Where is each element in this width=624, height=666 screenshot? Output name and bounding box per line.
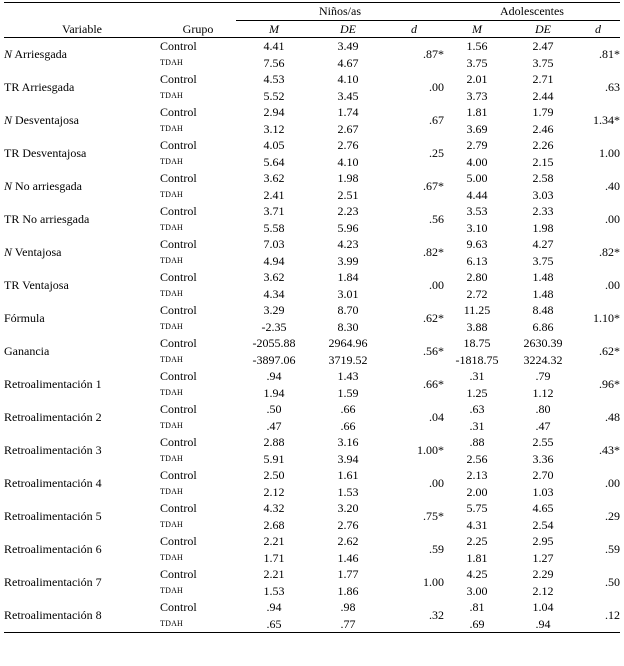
children-d-value: .56	[429, 212, 444, 227]
adolescents-m-tdah: .69	[444, 616, 510, 633]
adolescents-de-tdah: 2.15	[532, 154, 554, 169]
table-body	[4, 38, 620, 633]
adolescents-m-tdah: 6.13	[466, 253, 488, 268]
adolescents-m-control: 2.80	[466, 270, 488, 284]
children-m-tdah: .47	[266, 418, 282, 433]
group-control: Control	[160, 336, 197, 350]
table-row	[4, 467, 620, 484]
adolescents-m-tdah: 2.00	[466, 484, 488, 499]
adolescents-de-control: 2.58	[532, 171, 554, 185]
adolescents-m-tdah: 1.25	[466, 385, 488, 400]
children-d-value: .67	[429, 113, 444, 128]
adolescents-de-tdah: .94	[510, 616, 576, 633]
adolescents-m-control: .88	[469, 435, 485, 449]
children-m-control: 3.71	[263, 204, 285, 218]
children-m-control: 2.88	[263, 435, 285, 449]
adolescents-de-tdah: 2.54	[532, 517, 554, 532]
variable-prefix: N	[4, 113, 13, 128]
group-control: Control	[160, 303, 197, 317]
adolescents-de-tdah: 3.36	[532, 451, 554, 466]
adolescents-d-value: .00	[605, 476, 620, 491]
table-row	[4, 302, 620, 319]
variable-label	[4, 269, 160, 302]
children-de-tdah: 3.94	[337, 451, 359, 466]
children-de-tdah: 3.99	[337, 253, 359, 268]
adolescents-de-control: 2.70	[532, 468, 554, 482]
children-m-tdah: 2.68	[263, 517, 285, 532]
table-row	[4, 203, 620, 220]
children-de-control: 1.61	[337, 468, 359, 482]
adolescents-de-tdah: 1.27	[532, 550, 554, 565]
adolescents-m-control: 11.25	[463, 303, 491, 317]
variable-label	[4, 599, 160, 633]
children-de-tdah: 4.67	[337, 55, 359, 70]
children-m-control: 4.32	[263, 501, 285, 515]
children-de-control: 2.76	[337, 138, 359, 152]
children-m-tdah: 1.53	[263, 583, 285, 598]
variable-label	[4, 500, 160, 533]
adolescents-d-value: .81*	[599, 47, 620, 62]
table-row	[4, 71, 620, 88]
children-d-value: .62*	[423, 311, 444, 326]
table-row	[4, 137, 620, 154]
adolescents-d-value: .29	[605, 509, 620, 524]
variable-label	[4, 566, 160, 599]
children-de-tdah: 5.96	[337, 220, 359, 235]
children-m-tdah: 5.91	[263, 451, 285, 466]
adolescents-d-value: .00	[605, 278, 620, 293]
children-de-control: 1.84	[337, 270, 359, 284]
variable-label	[4, 236, 160, 269]
children-de-tdah: 1.86	[337, 583, 359, 598]
children-d-value: .32	[384, 599, 444, 633]
adolescents-de-control: 8.48	[532, 303, 554, 317]
group-tdah: TDAH	[160, 354, 184, 364]
adolescents-de-control: 2.26	[532, 138, 554, 152]
adolescents-d-value: .43*	[599, 443, 620, 458]
children-m-tdah: -2.35	[261, 319, 287, 334]
group-tdah: TDAH	[160, 552, 184, 562]
variable-name: TR Arriesgada	[4, 80, 75, 95]
adolescents-d-value: .12	[576, 599, 620, 633]
children-d-value: .67*	[423, 179, 444, 194]
variable-name: Retroalimentación 8	[4, 608, 102, 623]
adolescents-de-control: 2.55	[532, 435, 554, 449]
children-m-tdah: 2.41	[263, 187, 285, 202]
children-de-control: 2964.96	[328, 336, 368, 350]
adolescents-de-tdah: 1.48	[532, 286, 554, 301]
children-de-control: 4.10	[337, 72, 359, 86]
group-tdah: TDAH	[160, 585, 184, 595]
adolescents-d-value: .96*	[599, 377, 620, 392]
variable-name: Desventajosa	[12, 113, 79, 128]
variable-name: Retroalimentación 2	[4, 410, 102, 425]
variable-label	[4, 137, 160, 170]
children-m-control: 2.21	[263, 534, 285, 548]
adolescents-de-control: 2.47	[532, 39, 554, 53]
variable-header: Variable	[4, 3, 160, 38]
adolescents-de-control: 4.27	[532, 237, 554, 251]
variable-name: Retroalimentación 6	[4, 542, 102, 557]
children-m-tdah: 5.64	[263, 154, 285, 169]
variable-name: TR No arriesgada	[4, 212, 90, 227]
adolescents-de-control: 4.65	[532, 501, 554, 515]
children-m-control: 7.03	[263, 237, 285, 251]
children-m-control: 4.41	[263, 39, 285, 53]
table-row	[4, 434, 620, 451]
children-m-control: .50	[266, 402, 282, 416]
adolescents-m-control: 5.00	[466, 171, 488, 185]
children-de-tdah: 4.10	[337, 154, 359, 169]
children-de-tdah: 3.01	[337, 286, 359, 301]
group-tdah: TDAH	[160, 321, 184, 331]
variable-name: Retroalimentación 4	[4, 476, 102, 491]
children-de-control: 3.20	[337, 501, 359, 515]
children-m-control: 3.29	[263, 303, 285, 317]
adolescents-d-value: 1.00	[599, 146, 620, 161]
variable-label	[4, 434, 160, 467]
variable-name: TR Desventajosa	[4, 146, 87, 161]
variable-prefix: N	[4, 179, 13, 194]
adolescents-de-tdah: 1.03	[532, 484, 554, 499]
children-de-control: 3.49	[337, 39, 359, 53]
variable-label	[4, 368, 160, 401]
children-m-tdah: 3.12	[263, 121, 285, 136]
group-tdah: TDAH	[160, 57, 184, 67]
children-de-header: DE	[312, 20, 384, 38]
adolescents-de-control: .79	[535, 369, 551, 383]
table-row	[4, 335, 620, 352]
group-tdah: TDAH	[160, 123, 184, 133]
children-m-control: 4.53	[263, 72, 285, 86]
children-m-control: 2.94	[263, 105, 285, 119]
variable-prefix: N	[4, 47, 13, 62]
children-m-tdah: .65	[236, 616, 312, 633]
children-m-control: -2055.88	[252, 336, 296, 350]
variable-label	[4, 533, 160, 566]
adolescents-m-tdah: 3.00	[466, 583, 488, 598]
adolescents-de-control: .80	[535, 402, 551, 416]
variable-label	[4, 38, 160, 72]
adolescents-m-tdah: 4.00	[466, 154, 488, 169]
adolescents-de-control: 2.29	[532, 567, 554, 581]
adolescents-m-control: 1.56	[466, 39, 488, 53]
children-de-control: 4.23	[337, 237, 359, 251]
group-tdah: TDAH	[160, 486, 184, 496]
children-d-value: .00	[429, 80, 444, 95]
variable-label	[4, 203, 160, 236]
group-control: Control	[160, 171, 197, 185]
group-control: Control	[160, 204, 197, 218]
children-d-value: .25	[429, 146, 444, 161]
adolescents-de-header: DE	[510, 20, 576, 38]
children-de-control: .98	[340, 600, 356, 614]
children-m-control: 3.62	[263, 171, 285, 185]
children-d-value: 1.00*	[417, 443, 444, 458]
group-control: Control	[160, 237, 197, 251]
children-de-control: 2.62	[337, 534, 359, 548]
children-de-control: 3.16	[337, 435, 359, 449]
adolescents-de-tdah: 1.98	[532, 220, 554, 235]
adolescents-de-tdah: 2.12	[532, 583, 554, 598]
adolescents-de-tdah: 1.12	[532, 385, 554, 400]
children-m-control: 4.05	[263, 138, 285, 152]
children-de-control: 8.70	[337, 303, 359, 317]
group-tdah: TDAH	[160, 387, 184, 397]
children-m-tdah: 2.12	[263, 484, 285, 499]
children-d-value: .87*	[423, 47, 444, 62]
adolescents-m-control: 5.75	[466, 501, 488, 515]
group-tdah: TDAH	[160, 189, 184, 199]
header-row-groups	[4, 3, 620, 21]
table-row	[4, 500, 620, 517]
children-m-tdah: 5.52	[263, 88, 285, 103]
adolescents-m-control: 2.79	[466, 138, 488, 152]
adolescents-de-control: 1.79	[532, 105, 554, 119]
children-de-tdah: 3.45	[337, 88, 359, 103]
variable-label	[4, 467, 160, 500]
variable-name: Retroalimentación 5	[4, 509, 102, 524]
adolescents-m-control: 1.81	[466, 105, 488, 119]
children-d-header: d	[384, 20, 444, 38]
children-de-tdah: 2.67	[337, 121, 359, 136]
group-tdah: TDAH	[160, 453, 184, 463]
adolescents-m-tdah: 3.75	[466, 55, 488, 70]
variable-name: Retroalimentación 1	[4, 377, 102, 392]
adolescents-m-tdah: 2.72	[466, 286, 488, 301]
adolescents-de-tdah: 6.86	[532, 319, 554, 334]
children-m-control: .94	[266, 369, 282, 383]
adolescents-m-tdah: 3.73	[466, 88, 488, 103]
children-de-tdah: 2.76	[337, 517, 359, 532]
table-row	[4, 368, 620, 385]
group-tdah: TDAH	[160, 519, 184, 529]
children-de-tdah: 2.51	[337, 187, 359, 202]
adolescents-m-control: 2.01	[466, 72, 488, 86]
adolescents-m-control: 2.25	[466, 534, 488, 548]
children-m-tdah: -3897.06	[252, 352, 296, 367]
group-header: Grupo	[160, 3, 236, 38]
group-tdah: TDAH	[160, 90, 184, 100]
group-tdah: TDAH	[160, 420, 184, 430]
group-control: Control	[160, 402, 197, 416]
children-de-tdah: 1.46	[337, 550, 359, 565]
adolescents-d-value: 1.10*	[593, 311, 620, 326]
adolescents-d-value: .50	[605, 575, 620, 590]
adolescents-de-control: 2.95	[532, 534, 554, 548]
table-row	[4, 401, 620, 418]
adolescents-de-tdah: 2.46	[532, 121, 554, 136]
adolescents-header: Adolescentes	[444, 3, 620, 21]
group-control: Control	[160, 501, 197, 515]
variable-name: No arriesgada	[12, 179, 82, 194]
children-m-tdah: 1.94	[263, 385, 285, 400]
children-m-tdah: 4.34	[263, 286, 285, 301]
children-de-tdah: 8.30	[337, 319, 359, 334]
adolescents-m-tdah: -1818.75	[455, 352, 499, 367]
variable-name: Retroalimentación 7	[4, 575, 102, 590]
variable-name: Fórmula	[4, 311, 45, 326]
children-header: Niños/as	[236, 3, 444, 21]
variable-name: Ventajosa	[12, 245, 62, 260]
table-row	[4, 599, 620, 616]
adolescents-m-control: 4.25	[466, 567, 488, 581]
adolescents-de-control: 1.48	[532, 270, 554, 284]
children-d-value: .00	[429, 476, 444, 491]
variable-label	[4, 170, 160, 203]
group-control: Control	[160, 600, 197, 614]
adolescents-de-control: 1.04	[532, 600, 554, 614]
adolescents-de-tdah: 3.03	[532, 187, 554, 202]
children-m-control: 2.21	[263, 567, 285, 581]
group-control: Control	[160, 105, 197, 119]
adolescents-m-header: M	[444, 20, 510, 38]
adolescents-m-tdah: 3.10	[466, 220, 488, 235]
variable-label	[4, 104, 160, 137]
adolescents-m-tdah: 3.88	[466, 319, 488, 334]
children-de-tdah: .77	[312, 616, 384, 633]
children-d-value: .59	[429, 542, 444, 557]
adolescents-de-tdah: .47	[535, 418, 551, 433]
table-row	[4, 533, 620, 550]
group-control: Control	[160, 468, 197, 482]
group-control: Control	[160, 270, 197, 284]
variable-name: Arriesgada	[12, 47, 67, 62]
children-d-value: 1.00	[423, 575, 444, 590]
group-control: Control	[160, 369, 197, 383]
adolescents-m-control: .31	[469, 369, 485, 383]
adolescents-d-value: .00	[605, 212, 620, 227]
results-table	[4, 2, 620, 633]
children-m-control: .94	[266, 600, 282, 614]
children-m-header: M	[236, 20, 312, 38]
variable-prefix: N	[4, 245, 13, 260]
table-row	[4, 170, 620, 187]
variable-label	[4, 302, 160, 335]
adolescents-de-tdah: 3.75	[532, 253, 554, 268]
children-d-value: .04	[429, 410, 444, 425]
children-m-control: 3.62	[263, 270, 285, 284]
children-d-value: .00	[429, 278, 444, 293]
children-m-tdah: 1.71	[263, 550, 285, 565]
adolescents-m-control: 2.13	[466, 468, 488, 482]
table-row	[4, 269, 620, 286]
variable-label	[4, 401, 160, 434]
children-de-control: 1.77	[337, 567, 359, 581]
table-row	[4, 236, 620, 253]
group-control: Control	[160, 435, 197, 449]
variable-label	[4, 335, 160, 368]
adolescents-d-value: .82*	[599, 245, 620, 260]
adolescents-de-control: 2630.39	[523, 336, 563, 350]
adolescents-d-value: .48	[605, 410, 620, 425]
group-tdah: TDAH	[160, 255, 184, 265]
children-de-tdah: 1.59	[337, 385, 359, 400]
children-de-control: .66	[340, 402, 356, 416]
adolescents-m-tdah: 4.44	[466, 187, 488, 202]
children-m-tdah: 5.58	[263, 220, 285, 235]
table-row	[4, 566, 620, 583]
group-tdah: TDAH	[160, 616, 236, 633]
children-de-tdah: .66	[340, 418, 356, 433]
table-row	[4, 38, 620, 55]
table-row	[4, 104, 620, 121]
adolescents-m-tdah: 4.31	[466, 517, 488, 532]
adolescents-m-control: 3.53	[466, 204, 488, 218]
group-control: Control	[160, 567, 197, 581]
children-d-value: .82*	[423, 245, 444, 260]
adolescents-m-tdah: 1.81	[466, 550, 488, 565]
adolescents-m-tdah: .31	[469, 418, 485, 433]
group-tdah: TDAH	[160, 222, 184, 232]
children-de-control: 1.98	[337, 171, 359, 185]
children-de-control: 2.23	[337, 204, 359, 218]
adolescents-m-control: .63	[469, 402, 485, 416]
adolescents-d-value: .40	[605, 179, 620, 194]
variable-name: Ganancia	[4, 344, 50, 359]
children-de-tdah: 3719.52	[328, 352, 368, 367]
children-m-tdah: 7.56	[263, 55, 285, 70]
group-tdah: TDAH	[160, 156, 184, 166]
adolescents-de-tdah: 3224.32	[523, 352, 563, 367]
adolescents-m-tdah: 3.69	[466, 121, 488, 136]
adolescents-de-control: 2.33	[532, 204, 554, 218]
group-tdah: TDAH	[160, 288, 184, 298]
adolescents-de-control: 2.71	[532, 72, 554, 86]
adolescents-m-control: 18.75	[463, 336, 491, 350]
children-d-value: .56*	[423, 344, 444, 359]
variable-name: TR Ventajosa	[4, 278, 69, 293]
group-control: Control	[160, 138, 197, 152]
children-de-control: 1.74	[337, 105, 359, 119]
adolescents-d-value: .62*	[599, 344, 620, 359]
variable-name: Retroalimentación 3	[4, 443, 102, 458]
variable-label	[4, 71, 160, 104]
adolescents-m-tdah: 2.56	[466, 451, 488, 466]
adolescents-m-control: .81	[469, 600, 485, 614]
adolescents-d-value: .59	[605, 542, 620, 557]
children-m-control: 2.50	[263, 468, 285, 482]
children-de-control: 1.43	[337, 369, 359, 383]
children-d-value: .75*	[423, 509, 444, 524]
children-de-tdah: 1.53	[337, 484, 359, 499]
adolescents-de-tdah: 2.44	[532, 88, 554, 103]
adolescents-de-tdah: 3.75	[532, 55, 554, 70]
adolescents-d-value: .63	[605, 80, 620, 95]
group-control: Control	[160, 534, 197, 548]
group-control: Control	[160, 39, 197, 53]
children-m-tdah: 4.94	[263, 253, 285, 268]
group-control: Control	[160, 72, 197, 86]
adolescents-d-value: 1.34*	[593, 113, 620, 128]
children-d-value: .66*	[423, 377, 444, 392]
adolescents-m-control: 9.63	[466, 237, 488, 251]
adolescents-d-header: d	[576, 20, 620, 38]
